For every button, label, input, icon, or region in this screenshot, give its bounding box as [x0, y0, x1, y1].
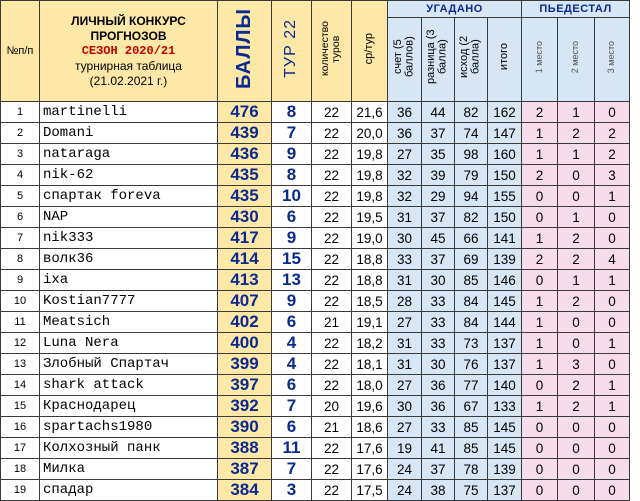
- tour-points: 9: [272, 228, 312, 249]
- average-per-tour: 19,5: [352, 207, 388, 228]
- place3-count: 0: [595, 354, 630, 375]
- diff-header: разница (3 балла): [422, 18, 455, 102]
- average-per-tour: 19,8: [352, 186, 388, 207]
- place3-count: 0: [595, 312, 630, 333]
- guessed-total: 150: [488, 207, 522, 228]
- exact-count: 28: [388, 291, 422, 312]
- average-per-tour: 17,6: [352, 438, 388, 459]
- guessed-total: 150: [488, 165, 522, 186]
- place2-count: 2: [558, 291, 595, 312]
- exact-count: 31: [388, 333, 422, 354]
- player-name: shark attack: [40, 375, 218, 396]
- title-line1: ЛИЧНЫЙ КОНКУРС: [40, 14, 217, 29]
- tours-count: 20: [312, 396, 352, 417]
- guessed-total: 160: [488, 144, 522, 165]
- place3-count: 1: [595, 333, 630, 354]
- diff-count: 33: [422, 312, 455, 333]
- average-per-tour: 19,8: [352, 144, 388, 165]
- guessed-total: 155: [488, 186, 522, 207]
- table-row: [1, 291, 640, 312]
- tours-count: 22: [312, 459, 352, 480]
- exact-count: 27: [388, 144, 422, 165]
- score-cell: 397: [218, 375, 272, 396]
- guessed-total: 145: [488, 438, 522, 459]
- place2-count: 2: [558, 228, 595, 249]
- table-row: [1, 417, 640, 438]
- tour-points: 6: [272, 207, 312, 228]
- tours-count: 21: [312, 417, 352, 438]
- player-name: спартак foreva: [40, 186, 218, 207]
- row-number: 13: [1, 354, 40, 375]
- tours-count: 22: [312, 249, 352, 270]
- tour-points: 3: [272, 480, 312, 501]
- guessed-total: 139: [488, 249, 522, 270]
- table-row: [1, 144, 640, 165]
- tours-count: 21: [312, 312, 352, 333]
- tour-points: 4: [272, 333, 312, 354]
- place2-count: 1: [558, 102, 595, 123]
- table-row: [1, 165, 640, 186]
- place2-count: 0: [558, 333, 595, 354]
- row-number: 16: [1, 417, 40, 438]
- place3-count: 0: [595, 417, 630, 438]
- row-number: 18: [1, 459, 40, 480]
- guessed-group-header: УГАДАНО: [388, 1, 522, 18]
- table-row: [1, 333, 640, 354]
- average-per-tour: 19,0: [352, 228, 388, 249]
- outcome-header: исход (2 балла): [455, 18, 488, 102]
- row-number: 12: [1, 333, 40, 354]
- diff-count: 36: [422, 396, 455, 417]
- place3-count: 1: [595, 186, 630, 207]
- place2-count: 0: [558, 165, 595, 186]
- player-name: Luna Nera: [40, 333, 218, 354]
- row-number: 6: [1, 207, 40, 228]
- place2-count: 2: [558, 249, 595, 270]
- outcome-count: 66: [455, 228, 488, 249]
- tour-points: 13: [272, 270, 312, 291]
- player-name: nik-62: [40, 165, 218, 186]
- table-row: [1, 186, 640, 207]
- score-cell: 407: [218, 291, 272, 312]
- place1-count: 0: [522, 459, 558, 480]
- score-cell: 476: [218, 102, 272, 123]
- score-cell: 384: [218, 480, 272, 501]
- place1-count: 1: [522, 312, 558, 333]
- average-per-tour: 18,0: [352, 375, 388, 396]
- player-name: волк36: [40, 249, 218, 270]
- place2-count: 2: [558, 375, 595, 396]
- guessed-total: 162: [488, 102, 522, 123]
- outcome-count: 69: [455, 249, 488, 270]
- average-per-tour: 20,0: [352, 123, 388, 144]
- outcome-count: 76: [455, 354, 488, 375]
- diff-count: 29: [422, 186, 455, 207]
- exact-header: счет (5 баллов): [388, 18, 422, 102]
- player-name: Колхозный панк: [40, 438, 218, 459]
- row-number: 8: [1, 249, 40, 270]
- place3-count: 0: [595, 102, 630, 123]
- season-label: СЕЗОН 2020/21: [40, 44, 217, 59]
- place3-count: 2: [595, 123, 630, 144]
- player-name: nik333: [40, 228, 218, 249]
- tours-count: 22: [312, 291, 352, 312]
- exact-count: 30: [388, 396, 422, 417]
- place3-count: 2: [595, 144, 630, 165]
- average-per-tour: 17,5: [352, 480, 388, 501]
- tours-count: 22: [312, 186, 352, 207]
- diff-count: 37: [422, 459, 455, 480]
- diff-count: 39: [422, 165, 455, 186]
- guessed-total: 145: [488, 417, 522, 438]
- score-cell: 436: [218, 144, 272, 165]
- score-cell: 435: [218, 186, 272, 207]
- diff-count: 30: [422, 270, 455, 291]
- player-name: Kostian7777: [40, 291, 218, 312]
- table-row: [1, 396, 640, 417]
- diff-count: 37: [422, 207, 455, 228]
- place1-count: 0: [522, 270, 558, 291]
- guessed-total: 144: [488, 312, 522, 333]
- place3-count: 4: [595, 249, 630, 270]
- average-per-tour: 21,6: [352, 102, 388, 123]
- tours-count: 22: [312, 207, 352, 228]
- table-row: [1, 480, 640, 501]
- outcome-count: 73: [455, 333, 488, 354]
- tours-count: 22: [312, 354, 352, 375]
- score-cell: 400: [218, 333, 272, 354]
- diff-count: 36: [422, 375, 455, 396]
- tours-count: 22: [312, 375, 352, 396]
- table-row: [1, 123, 640, 144]
- table-row: [1, 438, 640, 459]
- tours-count: 22: [312, 123, 352, 144]
- tour-points: 10: [272, 186, 312, 207]
- tour-points: 7: [272, 396, 312, 417]
- place3-count: 1: [595, 375, 630, 396]
- player-name: nataraga: [40, 144, 218, 165]
- place2-count: 2: [558, 396, 595, 417]
- place3-count: 0: [595, 480, 630, 501]
- exact-count: 27: [388, 417, 422, 438]
- player-name: Meatsich: [40, 312, 218, 333]
- guessed-total: 137: [488, 480, 522, 501]
- place1-count: 1: [522, 396, 558, 417]
- place1-count: 1: [522, 228, 558, 249]
- tour-points: 15: [272, 249, 312, 270]
- tour-points: 7: [272, 459, 312, 480]
- exact-count: 19: [388, 438, 422, 459]
- place3-count: 0: [595, 438, 630, 459]
- score-cell: 413: [218, 270, 272, 291]
- place1-count: 1: [522, 123, 558, 144]
- tours-count: 22: [312, 270, 352, 291]
- total-header: итого: [488, 18, 522, 102]
- score-header: БАЛЛЫ: [218, 1, 272, 102]
- place1-count: 0: [522, 375, 558, 396]
- average-per-tour: 17,6: [352, 459, 388, 480]
- table-date: (21.02.2021 г.): [40, 74, 217, 89]
- exact-count: 27: [388, 375, 422, 396]
- row-number: 19: [1, 480, 40, 501]
- guessed-total: 147: [488, 123, 522, 144]
- place2-count: 1: [558, 144, 595, 165]
- score-cell: 439: [218, 123, 272, 144]
- place1-count: 2: [522, 102, 558, 123]
- tours-count: 22: [312, 228, 352, 249]
- tour-points: 4: [272, 354, 312, 375]
- place3-count: 0: [595, 291, 630, 312]
- outcome-count: 85: [455, 270, 488, 291]
- title-line2: ПРОГНОЗОВ: [40, 29, 217, 44]
- outcome-count: 84: [455, 312, 488, 333]
- average-per-tour: 19,6: [352, 396, 388, 417]
- player-name: martinelli: [40, 102, 218, 123]
- place3-count: 0: [595, 459, 630, 480]
- place1-header: 1 место: [522, 18, 558, 102]
- diff-count: 37: [422, 249, 455, 270]
- guessed-total: 141: [488, 228, 522, 249]
- place2-count: 1: [558, 207, 595, 228]
- exact-count: 32: [388, 186, 422, 207]
- diff-count: 30: [422, 354, 455, 375]
- place2-count: 3: [558, 354, 595, 375]
- outcome-count: 94: [455, 186, 488, 207]
- place2-count: 0: [558, 417, 595, 438]
- place2-header: 2 место: [558, 18, 595, 102]
- tours-count: 22: [312, 438, 352, 459]
- outcome-count: 98: [455, 144, 488, 165]
- row-number: 10: [1, 291, 40, 312]
- row-number: 11: [1, 312, 40, 333]
- table-row: [1, 375, 640, 396]
- diff-count: 38: [422, 480, 455, 501]
- place1-count: 1: [522, 144, 558, 165]
- guessed-total: 146: [488, 270, 522, 291]
- row-number: 15: [1, 396, 40, 417]
- podium-group-header: ПЬЕДЕСТАЛ: [522, 1, 630, 18]
- average-per-tour: 18,5: [352, 291, 388, 312]
- outcome-count: 75: [455, 480, 488, 501]
- score-cell: 388: [218, 438, 272, 459]
- guessed-total: 140: [488, 375, 522, 396]
- player-name: Краснодарец: [40, 396, 218, 417]
- title-block: [40, 1, 218, 102]
- tours-count: 22: [312, 333, 352, 354]
- table-row: [1, 102, 640, 123]
- tours-count: 22: [312, 165, 352, 186]
- player-name: спадар: [40, 480, 218, 501]
- row-number: 2: [1, 123, 40, 144]
- player-name: Domani: [40, 123, 218, 144]
- guessed-total: 137: [488, 354, 522, 375]
- guessed-total: 139: [488, 459, 522, 480]
- score-cell: 387: [218, 459, 272, 480]
- place3-header: 3 место: [595, 18, 630, 102]
- place2-count: 0: [558, 438, 595, 459]
- score-cell: 435: [218, 165, 272, 186]
- score-cell: 402: [218, 312, 272, 333]
- score-cell: 417: [218, 228, 272, 249]
- exact-count: 24: [388, 480, 422, 501]
- table-row: [1, 312, 640, 333]
- row-number: 7: [1, 228, 40, 249]
- guessed-total: 137: [488, 333, 522, 354]
- place2-count: 0: [558, 186, 595, 207]
- tour-points: 8: [272, 102, 312, 123]
- score-cell: 392: [218, 396, 272, 417]
- player-name: spartachs1980: [40, 417, 218, 438]
- exact-count: 27: [388, 312, 422, 333]
- tours-count-header: количество туров: [312, 1, 352, 102]
- diff-count: 37: [422, 123, 455, 144]
- tours-count: 22: [312, 144, 352, 165]
- place1-count: 1: [522, 291, 558, 312]
- tour-points: 6: [272, 417, 312, 438]
- place3-count: 0: [595, 207, 630, 228]
- place2-count: 0: [558, 459, 595, 480]
- diff-count: 41: [422, 438, 455, 459]
- place2-count: 0: [558, 312, 595, 333]
- row-number: 14: [1, 375, 40, 396]
- average-per-tour: 19,8: [352, 165, 388, 186]
- tour-points: 9: [272, 144, 312, 165]
- place3-count: 1: [595, 396, 630, 417]
- outcome-count: 78: [455, 459, 488, 480]
- outcome-count: 85: [455, 438, 488, 459]
- diff-count: 44: [422, 102, 455, 123]
- outcome-count: 84: [455, 291, 488, 312]
- exact-count: 31: [388, 207, 422, 228]
- tour-points: 6: [272, 375, 312, 396]
- outcome-count: 67: [455, 396, 488, 417]
- diff-count: 33: [422, 417, 455, 438]
- outcome-count: 79: [455, 165, 488, 186]
- exact-count: 31: [388, 270, 422, 291]
- diff-count: 33: [422, 333, 455, 354]
- score-cell: 414: [218, 249, 272, 270]
- average-per-tour: 18,6: [352, 417, 388, 438]
- place2-count: 0: [558, 480, 595, 501]
- guessed-total: 145: [488, 291, 522, 312]
- tour-points: 11: [272, 438, 312, 459]
- tour-points: 9: [272, 291, 312, 312]
- exact-count: 32: [388, 165, 422, 186]
- place2-count: 2: [558, 123, 595, 144]
- place1-count: 0: [522, 186, 558, 207]
- average-per-tour: 19,1: [352, 312, 388, 333]
- tour-header: ТУР 22: [272, 1, 312, 102]
- place3-count: 1: [595, 270, 630, 291]
- row-number: 3: [1, 144, 40, 165]
- row-number: 9: [1, 270, 40, 291]
- diff-count: 33: [422, 291, 455, 312]
- average-per-tour: 18,2: [352, 333, 388, 354]
- exact-count: 30: [388, 228, 422, 249]
- outcome-count: 82: [455, 102, 488, 123]
- outcome-count: 82: [455, 207, 488, 228]
- diff-count: 35: [422, 144, 455, 165]
- tours-count: 22: [312, 480, 352, 501]
- table-row: [1, 270, 640, 291]
- place1-count: 1: [522, 333, 558, 354]
- table-row: [1, 249, 640, 270]
- row-number: 1: [1, 102, 40, 123]
- score-cell: 390: [218, 417, 272, 438]
- avg-header: ср/тур: [352, 1, 388, 102]
- player-name: Милка: [40, 459, 218, 480]
- table-row: [1, 228, 640, 249]
- exact-count: 36: [388, 102, 422, 123]
- guessed-total: 133: [488, 396, 522, 417]
- tours-count: 22: [312, 102, 352, 123]
- place1-count: 0: [522, 480, 558, 501]
- tour-points: 7: [272, 123, 312, 144]
- row-number: 4: [1, 165, 40, 186]
- player-name: ixa: [40, 270, 218, 291]
- subtitle: турнирная таблица: [40, 59, 217, 74]
- exact-count: 24: [388, 459, 422, 480]
- place1-count: 1: [522, 354, 558, 375]
- outcome-count: 74: [455, 123, 488, 144]
- table-row: [1, 207, 640, 228]
- place3-count: 3: [595, 165, 630, 186]
- outcome-count: 85: [455, 417, 488, 438]
- average-per-tour: 18,8: [352, 249, 388, 270]
- table-body: [1, 102, 640, 501]
- table-row: [1, 459, 640, 480]
- num-header: №п/п: [1, 1, 40, 102]
- exact-count: 31: [388, 354, 422, 375]
- table-row: [1, 354, 640, 375]
- place1-count: 0: [522, 417, 558, 438]
- average-per-tour: 18,1: [352, 354, 388, 375]
- exact-count: 36: [388, 123, 422, 144]
- tour-points: 8: [272, 165, 312, 186]
- player-name: Злобный Спартач: [40, 354, 218, 375]
- place1-count: 0: [522, 438, 558, 459]
- tour-points: 6: [272, 312, 312, 333]
- average-per-tour: 18,8: [352, 270, 388, 291]
- row-number: 5: [1, 186, 40, 207]
- row-number: 17: [1, 438, 40, 459]
- score-cell: 430: [218, 207, 272, 228]
- exact-count: 33: [388, 249, 422, 270]
- place1-count: 2: [522, 249, 558, 270]
- outcome-count: 77: [455, 375, 488, 396]
- player-name: NAP: [40, 207, 218, 228]
- place3-count: 0: [595, 228, 630, 249]
- score-cell: 399: [218, 354, 272, 375]
- place1-count: 2: [522, 165, 558, 186]
- place2-count: 1: [558, 270, 595, 291]
- diff-count: 45: [422, 228, 455, 249]
- place1-count: 0: [522, 207, 558, 228]
